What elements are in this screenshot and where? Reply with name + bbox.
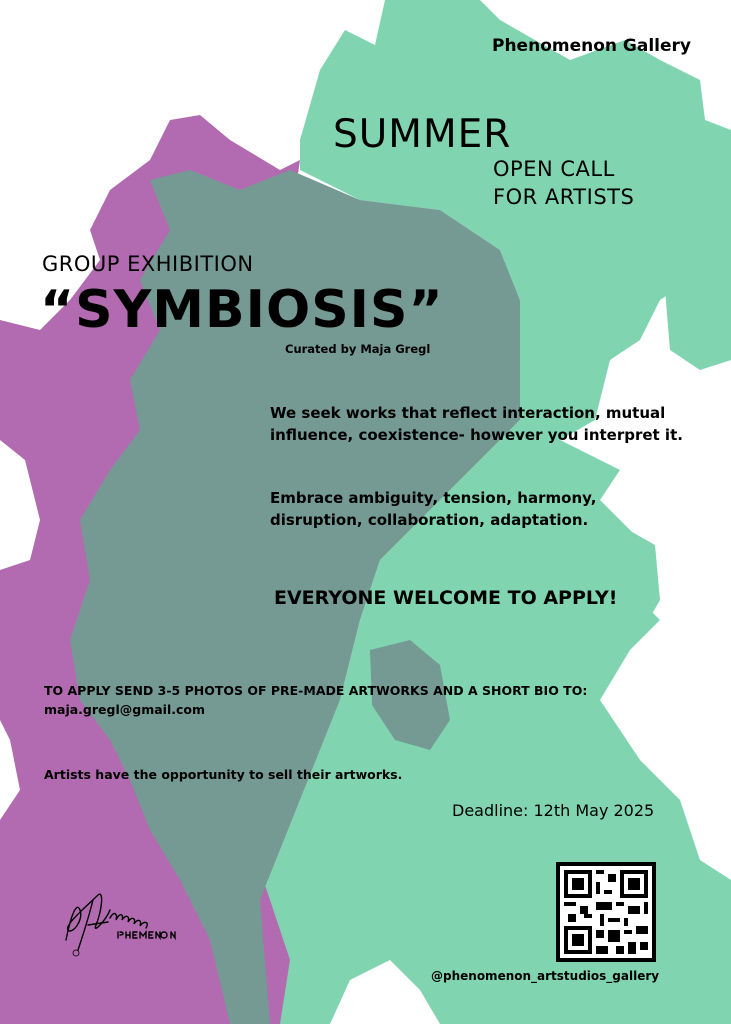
description-paragraph-2: Embrace ambiguity, tension, harmony, disruption, collaboration, adaptation. <box>270 489 597 529</box>
green-island-right <box>665 270 731 370</box>
welcome-banner: EVERYONE WELCOME TO APPLY! <box>274 587 618 609</box>
contact-email[interactable]: maja.gregl@gmail.com <box>44 702 205 717</box>
open-call-heading <box>493 155 634 211</box>
curator-credit: Curated by Maja Gregl <box>285 342 431 356</box>
deadline: Deadline: 12th May 2025 <box>452 801 655 820</box>
qr-code-pattern <box>560 866 652 958</box>
sale-note: Artists have the opportunity to sell their artworks. <box>44 767 403 782</box>
exhibition-title: “SYMBIOSIS” <box>40 280 444 340</box>
open-call-line-2: FOR ARTISTS <box>493 185 635 209</box>
open-call-line-1: OPEN CALL <box>493 157 615 181</box>
qr-code-icon[interactable] <box>556 862 656 962</box>
social-handle[interactable]: @phenomenon_artstudios_gallery <box>431 969 660 983</box>
gallery-name: Phenomenon Gallery <box>492 36 691 56</box>
artist-signature-icon <box>58 880 198 960</box>
application-instructions: TO APPLY SEND 3-5 PHOTOS OF PRE-MADE ARTWORKS AND A SHORT BIO TO: <box>44 683 588 698</box>
description-paragraph-1: We seek works that reflect interaction, mutual influence, coexistence- however you interpret it. <box>270 404 683 444</box>
season-title: SUMMER <box>333 112 512 157</box>
exhibition-type: GROUP EXHIBITION <box>42 252 254 276</box>
